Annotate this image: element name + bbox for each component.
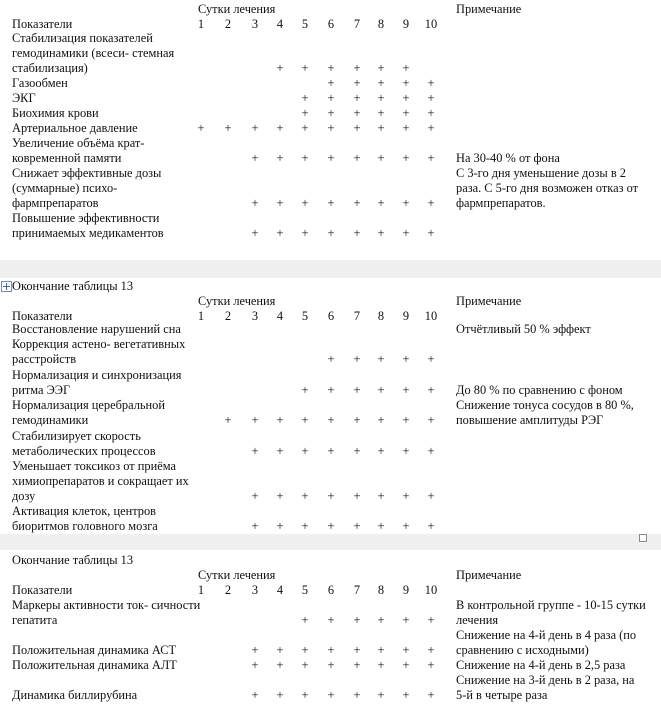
header-indicators: Показатели [12, 17, 73, 31]
plus-mark: + [251, 444, 259, 458]
plus-mark: + [377, 121, 385, 135]
plus-mark: + [353, 61, 361, 75]
plus-mark: + [197, 121, 205, 135]
day-number: 8 [377, 17, 385, 31]
row-label: Повышение эффективности принимаемых медикаментов [12, 211, 164, 240]
plus-mark: + [427, 413, 435, 427]
plus-mark: + [377, 76, 385, 90]
plus-mark: + [377, 613, 385, 627]
row-label: Восстановление нарушений сна [12, 322, 181, 336]
plus-mark: + [327, 76, 335, 90]
plus-mark: + [301, 151, 309, 165]
header-indicators: Показатели [12, 583, 73, 597]
day-numbers [0, 309, 661, 323]
day-number: 5 [301, 309, 309, 323]
plus-mark: + [301, 519, 309, 533]
plus-mark: + [353, 613, 361, 627]
plus-mark: + [251, 489, 259, 503]
plus-mark: + [301, 413, 309, 427]
day-number: 7 [353, 309, 361, 323]
plus-mark: + [276, 489, 284, 503]
day-number: 5 [301, 17, 309, 31]
table-move-icon[interactable] [1, 281, 12, 292]
table-section-3 [0, 550, 661, 728]
plus-mark: + [377, 352, 385, 366]
plus-mark: + [402, 658, 410, 672]
plus-mark: + [353, 658, 361, 672]
plus-mark: + [402, 643, 410, 657]
row-label: Положительная динамика АСТ [12, 643, 177, 657]
plus-mark: + [377, 383, 385, 397]
plus-mark: + [427, 121, 435, 135]
plus-mark: + [377, 413, 385, 427]
row-label: Биохимия крови [12, 106, 99, 120]
day-number: 3 [251, 309, 259, 323]
plus-mark: + [251, 413, 259, 427]
row-label: Маркеры активности ток- сичности гепатита [12, 598, 201, 627]
plus-mark: + [276, 151, 284, 165]
page-gap [0, 260, 661, 278]
plus-mark: + [301, 91, 309, 105]
row-label: Активация клеток, центров биоритмов головного мозга [12, 504, 158, 533]
plus-mark: + [327, 196, 335, 210]
plus-mark: + [353, 196, 361, 210]
plus-mark: + [327, 489, 335, 503]
plus-mark: + [353, 413, 361, 427]
plus-mark: + [427, 352, 435, 366]
plus-mark: + [353, 91, 361, 105]
plus-mark: + [327, 688, 335, 702]
day-numbers [0, 17, 661, 31]
plus-mark: + [301, 383, 309, 397]
plus-mark: + [251, 196, 259, 210]
plus-mark: + [276, 444, 284, 458]
plus-mark: + [276, 519, 284, 533]
plus-mark: + [353, 383, 361, 397]
row-note: С 3-го дня уменьшение дозы в 2 раза. С 5-го дня возможен отказ от фармпрепаратов. [456, 166, 639, 210]
plus-mark: + [251, 151, 259, 165]
table-caption: Окончание таблицы 13 [12, 553, 134, 567]
day-number: 7 [353, 17, 361, 31]
plus-mark: + [402, 76, 410, 90]
plus-mark: + [402, 91, 410, 105]
plus-mark: + [301, 613, 309, 627]
plus-mark: + [327, 658, 335, 672]
day-number: 3 [251, 17, 259, 31]
plus-mark: + [427, 688, 435, 702]
plus-mark: + [276, 658, 284, 672]
table-resize-handle[interactable] [639, 534, 647, 542]
plus-mark: + [353, 352, 361, 366]
plus-mark: + [251, 121, 259, 135]
day-number: 6 [327, 309, 335, 323]
plus-mark: + [327, 151, 335, 165]
plus-mark: + [402, 519, 410, 533]
day-numbers [0, 583, 661, 597]
plus-mark: + [377, 91, 385, 105]
plus-mark: + [276, 196, 284, 210]
plus-mark: + [377, 688, 385, 702]
plus-mark: + [377, 61, 385, 75]
plus-mark: + [377, 106, 385, 120]
day-number: 4 [276, 309, 284, 323]
plus-mark: + [427, 613, 435, 627]
row-label: Стабилизация показателей гемодинамики (всеси- стемная стабилизация) [12, 31, 175, 75]
header-note: Примечание [456, 568, 522, 582]
plus-mark: + [402, 196, 410, 210]
table-caption: Окончание таблицы 13 [12, 279, 134, 293]
plus-mark: + [402, 121, 410, 135]
plus-mark: + [301, 61, 309, 75]
plus-mark: + [327, 352, 335, 366]
plus-mark: + [377, 226, 385, 240]
row-label: Стабилизирует скорость метаболических процессов [12, 429, 156, 458]
day-number: 9 [402, 583, 410, 597]
plus-mark: + [301, 106, 309, 120]
plus-mark: + [251, 688, 259, 702]
plus-mark: + [427, 643, 435, 657]
header-days: Сутки лечения [198, 568, 276, 582]
plus-mark: + [427, 106, 435, 120]
day-number: 5 [301, 583, 309, 597]
plus-mark: + [301, 643, 309, 657]
row-note: Снижение на 3-й день в 2 раза, на 5-й в четыре раза [456, 673, 635, 702]
plus-mark: + [353, 444, 361, 458]
row-label: Коррекция астено- вегетативных расстройств [12, 337, 186, 366]
plus-mark: + [402, 613, 410, 627]
page-gap [0, 534, 661, 550]
row-note: Снижение тонуса сосудов в 80 %, повышение амплитуды РЭГ [456, 398, 634, 427]
day-number: 10 [424, 309, 438, 323]
row-note: Снижение на 4-й день в 4 раза (по сравнению с исходными) [456, 628, 637, 657]
day-number: 4 [276, 17, 284, 31]
day-number: 2 [224, 583, 232, 597]
header-note: Примечание [456, 294, 522, 308]
day-number: 6 [327, 583, 335, 597]
plus-mark: + [427, 196, 435, 210]
plus-mark: + [327, 643, 335, 657]
plus-mark: + [276, 413, 284, 427]
plus-mark: + [427, 226, 435, 240]
plus-mark: + [251, 519, 259, 533]
row-label: Положительная динамика АЛТ [12, 658, 177, 672]
row-label: Артериальное давление [12, 121, 138, 135]
day-number: 2 [224, 17, 232, 31]
plus-mark: + [427, 658, 435, 672]
header-indicators: Показатели [12, 309, 73, 323]
day-number: 8 [377, 309, 385, 323]
plus-mark: + [301, 688, 309, 702]
day-number: 9 [402, 309, 410, 323]
plus-mark: + [353, 106, 361, 120]
plus-mark: + [301, 121, 309, 135]
plus-mark: + [377, 643, 385, 657]
day-number: 1 [197, 583, 205, 597]
plus-mark: + [327, 444, 335, 458]
plus-mark: + [327, 226, 335, 240]
plus-mark: + [402, 151, 410, 165]
plus-mark: + [224, 121, 232, 135]
plus-mark: + [301, 658, 309, 672]
plus-mark: + [276, 121, 284, 135]
row-note: Отчётливый 50 % эффект [456, 322, 591, 336]
plus-mark: + [377, 658, 385, 672]
plus-mark: + [301, 489, 309, 503]
day-number: 3 [251, 583, 259, 597]
plus-mark: + [353, 489, 361, 503]
day-number: 7 [353, 583, 361, 597]
day-number: 6 [327, 17, 335, 31]
plus-mark: + [427, 519, 435, 533]
plus-mark: + [276, 643, 284, 657]
plus-mark: + [427, 91, 435, 105]
plus-mark: + [276, 688, 284, 702]
plus-mark: + [251, 643, 259, 657]
plus-mark: + [402, 106, 410, 120]
plus-mark: + [301, 226, 309, 240]
row-label: Уменьшает токсикоз от приёма химиопрепаратов и сокращает их дозу [12, 459, 189, 503]
plus-mark: + [327, 91, 335, 105]
plus-mark: + [224, 413, 232, 427]
row-label: Нормализация и синхронизация ритма ЭЭГ [12, 368, 182, 397]
day-number: 10 [424, 17, 438, 31]
plus-mark: + [353, 226, 361, 240]
row-label: Газообмен [12, 76, 68, 90]
row-label: Снижает эффективные дозы (суммарные) психо- фармпрепаратов [12, 166, 162, 210]
plus-mark: + [427, 383, 435, 397]
plus-mark: + [327, 383, 335, 397]
plus-mark: + [377, 489, 385, 503]
plus-mark: + [353, 121, 361, 135]
day-number: 1 [197, 17, 205, 31]
header-days: Сутки лечения [198, 294, 276, 308]
day-number: 2 [224, 309, 232, 323]
plus-mark: + [353, 151, 361, 165]
row-note: Снижение на 4-й день в 2,5 раза [456, 658, 626, 672]
day-number: 10 [424, 583, 438, 597]
plus-mark: + [301, 196, 309, 210]
plus-mark: + [327, 61, 335, 75]
plus-mark: + [402, 383, 410, 397]
plus-mark: + [377, 519, 385, 533]
plus-mark: + [402, 444, 410, 458]
row-note: На 30-40 % от фона [456, 151, 560, 165]
row-label: Увеличение объёма крат- ковременной памяти [12, 136, 145, 165]
plus-mark: + [377, 444, 385, 458]
plus-mark: + [353, 519, 361, 533]
plus-mark: + [327, 413, 335, 427]
table-section-2 [0, 278, 661, 534]
row-label: Нормализация церебральной гемодинамики [12, 398, 166, 427]
plus-mark: + [402, 688, 410, 702]
plus-mark: + [353, 688, 361, 702]
row-note: До 80 % по сравнению с фоном [456, 383, 623, 397]
day-number: 1 [197, 309, 205, 323]
plus-mark: + [353, 643, 361, 657]
plus-mark: + [353, 76, 361, 90]
day-number: 4 [276, 583, 284, 597]
plus-mark: + [377, 151, 385, 165]
plus-mark: + [427, 489, 435, 503]
plus-mark: + [427, 444, 435, 458]
plus-mark: + [327, 519, 335, 533]
plus-mark: + [402, 226, 410, 240]
row-note: В контрольной группе - 10-15 сутки лечения [456, 598, 646, 627]
plus-mark: + [427, 76, 435, 90]
plus-mark: + [327, 121, 335, 135]
row-label: Динамика биллирубина [12, 688, 138, 702]
plus-mark: + [327, 106, 335, 120]
header-days: Сутки лечения [198, 2, 276, 16]
plus-mark: + [377, 196, 385, 210]
plus-mark: + [402, 352, 410, 366]
row-label: ЭКГ [12, 91, 36, 105]
plus-mark: + [301, 444, 309, 458]
plus-mark: + [402, 413, 410, 427]
header-note: Примечание [456, 2, 522, 16]
plus-mark: + [251, 658, 259, 672]
day-number: 8 [377, 583, 385, 597]
day-number: 9 [402, 17, 410, 31]
plus-mark: + [402, 489, 410, 503]
plus-mark: + [327, 613, 335, 627]
plus-mark: + [276, 226, 284, 240]
plus-mark: + [402, 61, 410, 75]
table-section-1 [0, 0, 661, 250]
plus-mark: + [427, 151, 435, 165]
plus-mark: + [251, 226, 259, 240]
plus-mark: + [276, 61, 284, 75]
